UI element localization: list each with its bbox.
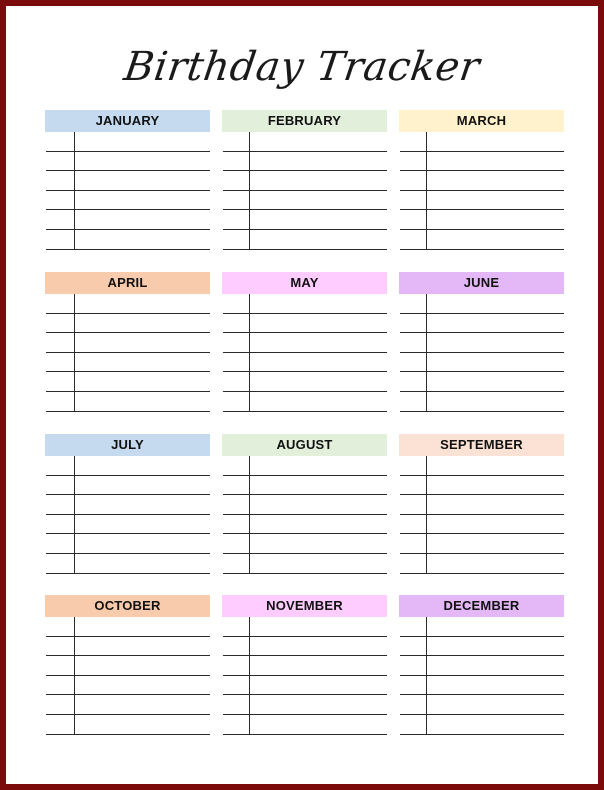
month-block-august: [222, 434, 387, 574]
birthday-entry-row[interactable]: [223, 617, 387, 637]
birthday-entry-row[interactable]: [46, 637, 210, 657]
birthday-entry-row[interactable]: [46, 534, 210, 554]
birthday-entry-row[interactable]: [400, 210, 564, 230]
birthday-rows: [223, 456, 387, 574]
birthday-entry-row[interactable]: [223, 230, 387, 250]
birthday-entry-row[interactable]: [46, 656, 210, 676]
birthday-entry-row[interactable]: [223, 715, 387, 735]
birthday-entry-row[interactable]: [400, 554, 564, 574]
month-header: DECEMBER: [399, 595, 564, 617]
birthday-rows: [46, 456, 210, 574]
date-column-divider: [426, 132, 427, 250]
birthday-entry-row[interactable]: [400, 171, 564, 191]
month-block-november: [222, 595, 387, 735]
birthday-entry-row[interactable]: [400, 715, 564, 735]
month-header: SEPTEMBER: [399, 434, 564, 456]
birthday-entry-row[interactable]: [46, 515, 210, 535]
month-header: MAY: [222, 272, 387, 294]
birthday-entry-row[interactable]: [46, 495, 210, 515]
month-block-september: [399, 434, 564, 574]
birthday-rows: [400, 294, 564, 412]
month-block-february: [222, 110, 387, 250]
birthday-rows: [400, 456, 564, 574]
birthday-entry-row[interactable]: [223, 695, 387, 715]
birthday-rows: [223, 294, 387, 412]
birthday-entry-row[interactable]: [223, 191, 387, 211]
birthday-entry-row[interactable]: [400, 495, 564, 515]
birthday-entry-row[interactable]: [46, 554, 210, 574]
date-column-divider: [249, 456, 250, 574]
month-header: FEBRUARY: [222, 110, 387, 132]
date-column-divider: [426, 617, 427, 735]
date-column-divider: [249, 617, 250, 735]
month-header: JULY: [45, 434, 210, 456]
birthday-rows: [400, 617, 564, 735]
month-header: AUGUST: [222, 434, 387, 456]
birthday-entry-row[interactable]: [400, 476, 564, 496]
month-header: APRIL: [45, 272, 210, 294]
birthday-entry-row[interactable]: [46, 456, 210, 476]
birthday-entry-row[interactable]: [46, 392, 210, 412]
birthday-entry-row[interactable]: [223, 676, 387, 696]
birthday-rows: [223, 132, 387, 250]
birthday-entry-row[interactable]: [400, 152, 564, 172]
date-column-divider: [74, 132, 75, 250]
birthday-entry-row[interactable]: [223, 392, 387, 412]
birthday-entry-row[interactable]: [46, 314, 210, 334]
birthday-entry-row[interactable]: [400, 191, 564, 211]
month-block-may: [222, 272, 387, 412]
birthday-entry-row[interactable]: [223, 171, 387, 191]
month-block-january: [45, 110, 210, 250]
birthday-entry-row[interactable]: [223, 152, 387, 172]
birthday-entry-row[interactable]: [223, 476, 387, 496]
month-header: JUNE: [399, 272, 564, 294]
birthday-entry-row[interactable]: [223, 637, 387, 657]
birthday-entry-row[interactable]: [46, 210, 210, 230]
birthday-entry-row[interactable]: [400, 617, 564, 637]
birthday-entry-row[interactable]: [223, 456, 387, 476]
date-column-divider: [74, 456, 75, 574]
birthday-entry-row[interactable]: [223, 333, 387, 353]
birthday-entry-row[interactable]: [46, 191, 210, 211]
birthday-entry-row[interactable]: [46, 372, 210, 392]
month-header: OCTOBER: [45, 595, 210, 617]
birthday-entry-row[interactable]: [400, 353, 564, 373]
birthday-entry-row[interactable]: [400, 695, 564, 715]
birthday-entry-row[interactable]: [223, 515, 387, 535]
month-block-march: [399, 110, 564, 250]
birthday-entry-row[interactable]: [223, 353, 387, 373]
birthday-entry-row[interactable]: [223, 372, 387, 392]
month-header: NOVEMBER: [222, 595, 387, 617]
birthday-entry-row[interactable]: [46, 333, 210, 353]
birthday-rows: [46, 617, 210, 735]
birthday-entry-row[interactable]: [223, 132, 387, 152]
birthday-rows: [46, 132, 210, 250]
birthday-entry-row[interactable]: [400, 676, 564, 696]
birthday-entry-row[interactable]: [46, 171, 210, 191]
birthday-entry-row[interactable]: [46, 695, 210, 715]
birthday-entry-row[interactable]: [400, 456, 564, 476]
birthday-entry-row[interactable]: [46, 617, 210, 637]
page-title: Birthday Tracker: [121, 44, 483, 90]
month-block-june: [399, 272, 564, 412]
birthday-entry-row[interactable]: [46, 676, 210, 696]
birthday-entry-row[interactable]: [46, 132, 210, 152]
month-block-july: [45, 434, 210, 574]
birthday-entry-row[interactable]: [46, 152, 210, 172]
birthday-entry-row[interactable]: [223, 534, 387, 554]
birthday-entry-row[interactable]: [400, 372, 564, 392]
date-column-divider: [249, 132, 250, 250]
birthday-entry-row[interactable]: [400, 515, 564, 535]
birthday-entry-row[interactable]: [46, 353, 210, 373]
birthday-entry-row[interactable]: [400, 230, 564, 250]
date-column-divider: [426, 294, 427, 412]
birthday-entry-row[interactable]: [400, 656, 564, 676]
birthday-entry-row[interactable]: [46, 294, 210, 314]
birthday-entry-row[interactable]: [46, 476, 210, 496]
month-block-october: [45, 595, 210, 735]
birthday-entry-row[interactable]: [400, 294, 564, 314]
month-header: MARCH: [399, 110, 564, 132]
birthday-entry-row[interactable]: [223, 656, 387, 676]
date-column-divider: [74, 294, 75, 412]
birthday-entry-row[interactable]: [400, 132, 564, 152]
birthday-entry-row[interactable]: [400, 534, 564, 554]
date-column-divider: [426, 456, 427, 574]
birthday-entry-row[interactable]: [400, 392, 564, 412]
birthday-rows: [46, 294, 210, 412]
month-block-april: [45, 272, 210, 412]
date-column-divider: [249, 294, 250, 412]
birthday-entry-row[interactable]: [223, 210, 387, 230]
birthday-entry-row[interactable]: [400, 637, 564, 657]
birthday-entry-row[interactable]: [400, 333, 564, 353]
birthday-entry-row[interactable]: [223, 294, 387, 314]
birthday-entry-row[interactable]: [223, 314, 387, 334]
birthday-entry-row[interactable]: [223, 495, 387, 515]
birthday-entry-row[interactable]: [46, 230, 210, 250]
birthday-entry-row[interactable]: [223, 554, 387, 574]
birthday-entry-row[interactable]: [46, 715, 210, 735]
month-header: JANUARY: [45, 110, 210, 132]
birthday-rows: [223, 617, 387, 735]
month-block-december: [399, 595, 564, 735]
birthday-rows: [400, 132, 564, 250]
birthday-entry-row[interactable]: [400, 314, 564, 334]
date-column-divider: [74, 617, 75, 735]
